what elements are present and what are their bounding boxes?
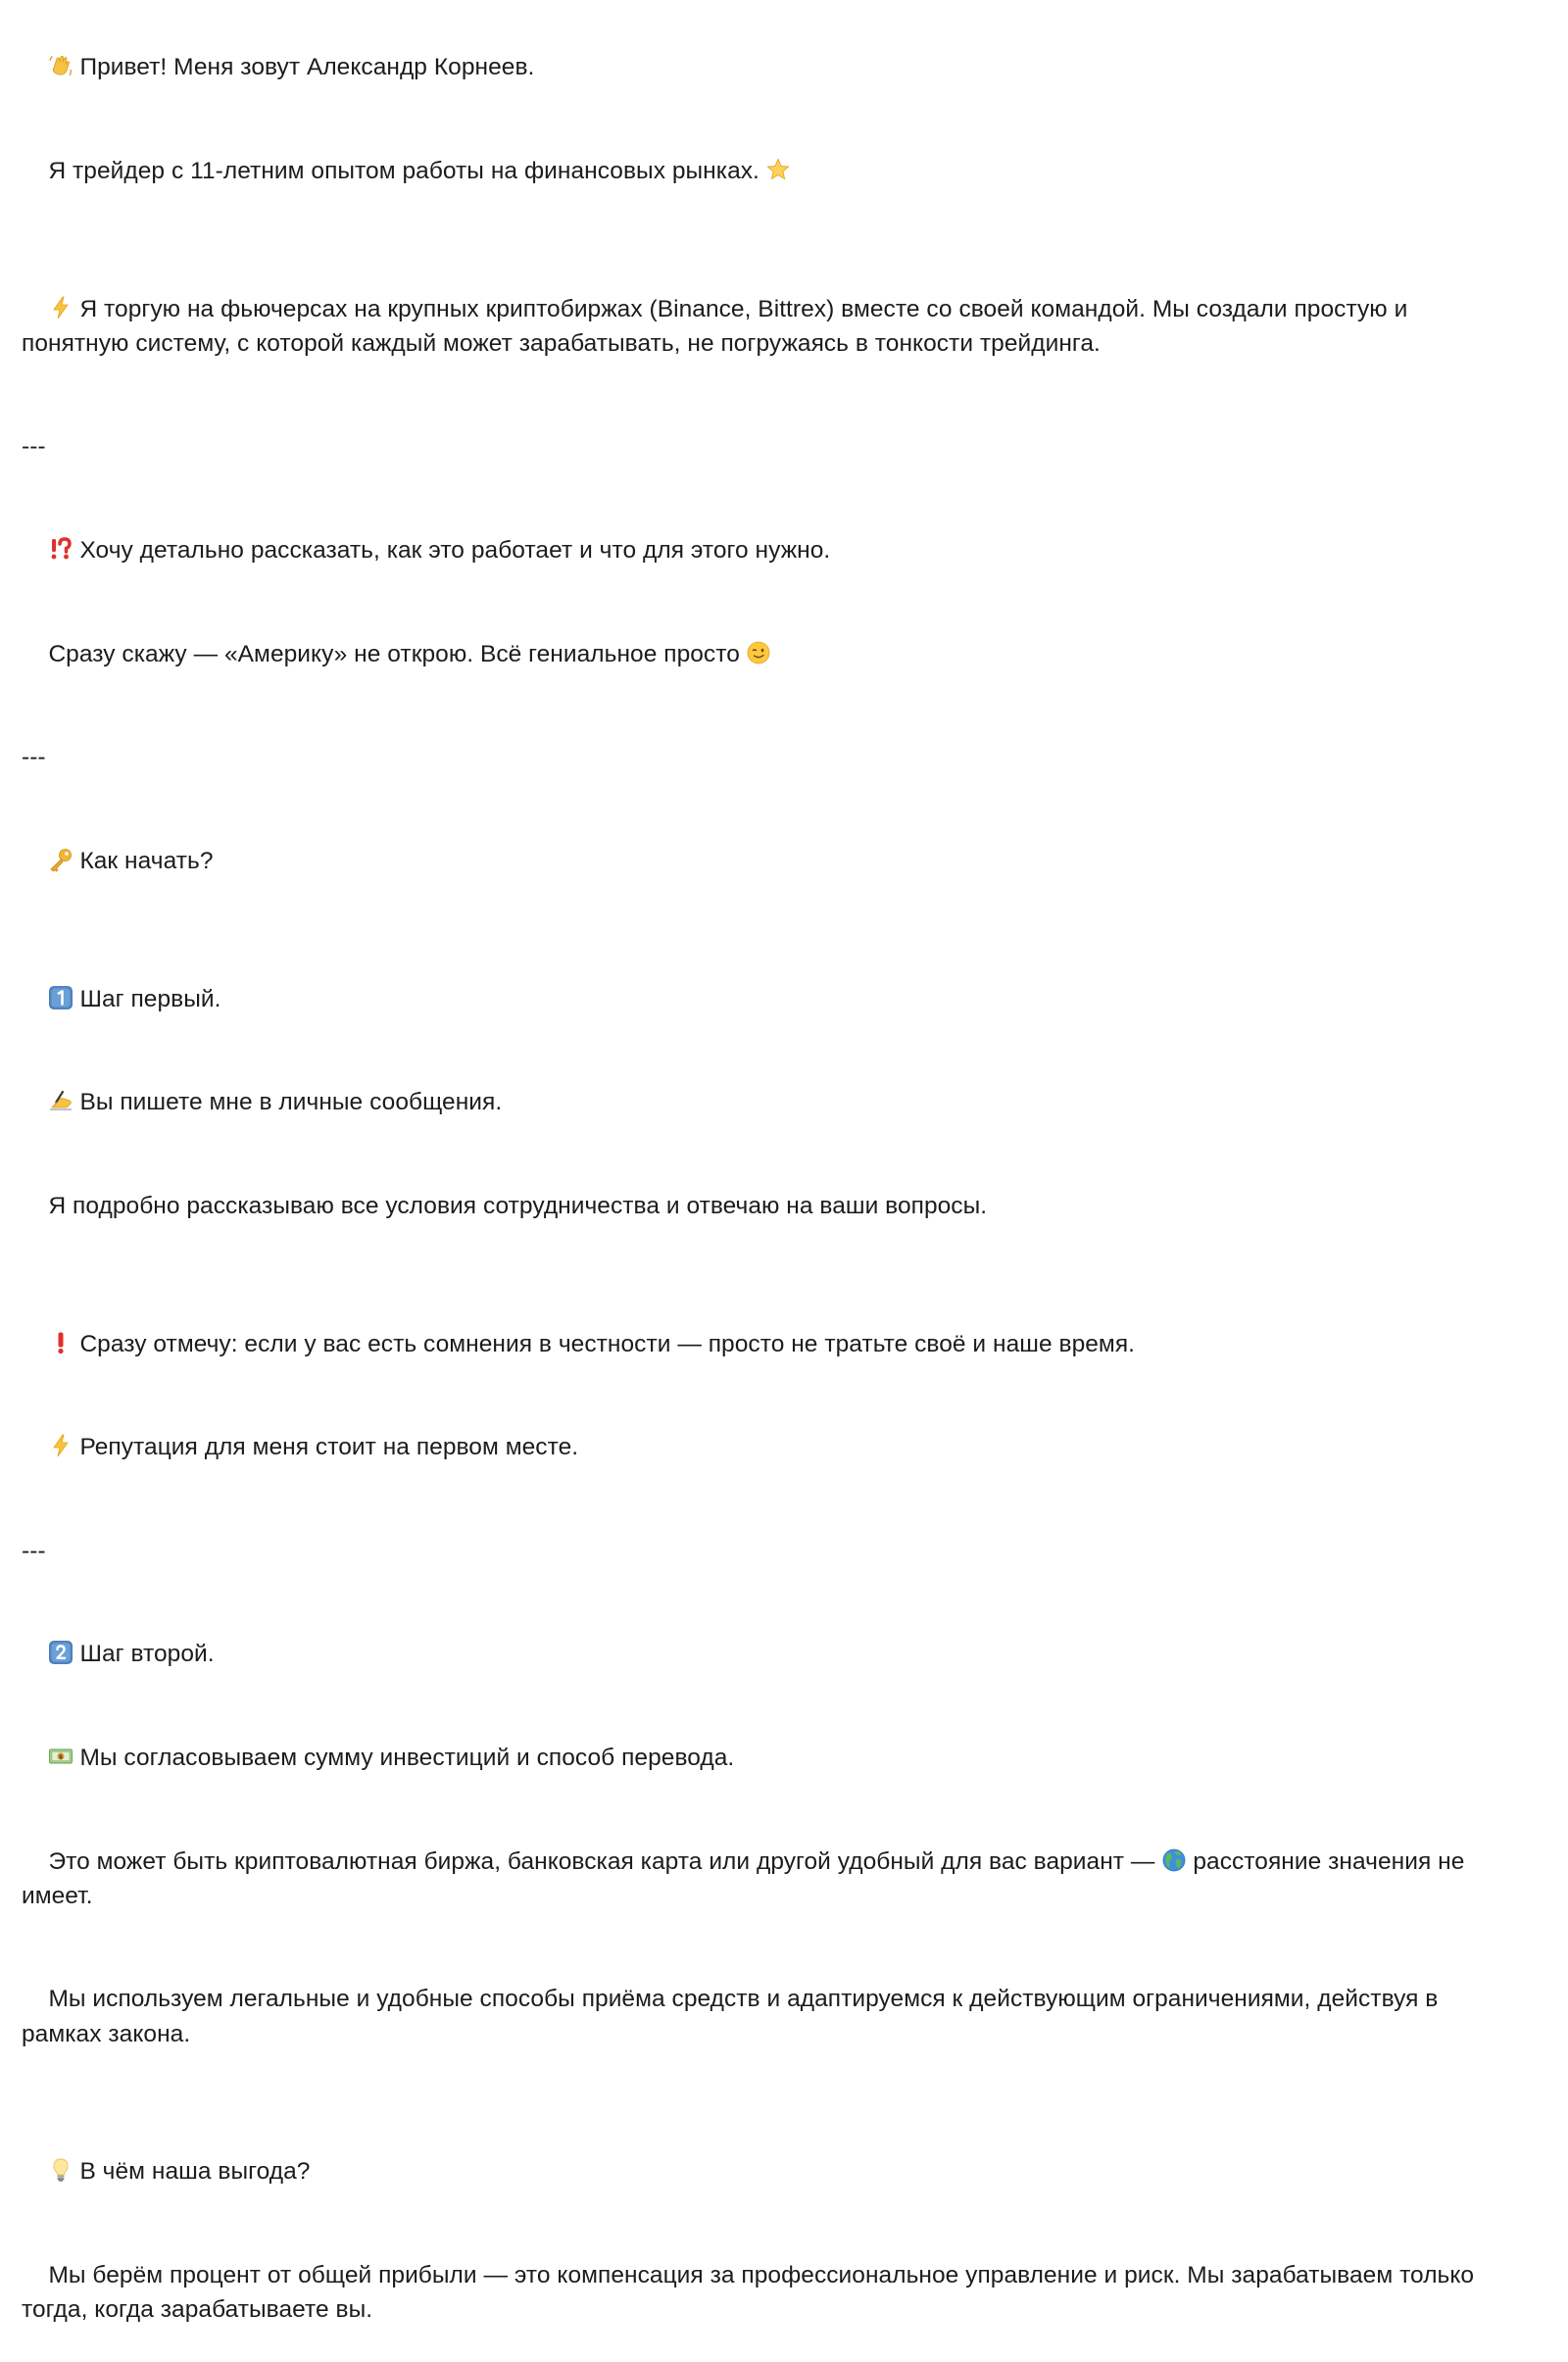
blank-line <box>22 1257 1511 1292</box>
blank-line <box>22 222 1511 257</box>
svg-text:$: $ <box>59 1752 64 1761</box>
reputation-line <box>22 1396 1511 1500</box>
step2-methods-text-a: Это может быть криптовалютная биржа, банковская карта или другой удобный для вас вариант — <box>48 1847 1155 1875</box>
separator: --- <box>22 744 46 771</box>
benefit-title-text: В чём наша выгода? <box>79 2158 311 2186</box>
step1-write-text: Вы пишете мне в личные сообщения. <box>79 1089 503 1116</box>
explain-intro-text: Хочу детально рассказать, как это работает и что для этого нужно. <box>79 537 831 564</box>
step2-amount-text: Мы согласовываем сумму инвестиций и способ перевода. <box>79 1745 735 1772</box>
reputation-text: Репутация для меня стоит на первом месте. <box>79 1434 579 1461</box>
blank-line <box>22 774 1511 809</box>
message-body <box>22 16 1511 2362</box>
blank-line <box>22 1568 1511 1602</box>
blank-line <box>22 465 1511 499</box>
light-bulb-icon <box>48 2157 74 2183</box>
blank-line <box>22 912 1511 947</box>
step2-legal-line <box>22 1947 1511 2086</box>
how-to-start-text: Как начать? <box>79 847 214 874</box>
separator: --- <box>22 1537 46 1564</box>
step2-title-text: Шаг второй. <box>79 1641 215 1668</box>
explain-note-line <box>22 602 1511 706</box>
step1-detail-text: Я подробно рассказываю все условия сотрудничества и отвечаю на ваши вопросы. <box>48 1192 988 1219</box>
dollar-banknote-icon <box>48 1744 74 1769</box>
explain-note-text: Сразу скажу — «Америку» не открою. Всё гениальное просто <box>48 640 740 667</box>
keycap-two-icon <box>48 1640 74 1665</box>
step1-detail-line <box>22 1155 1511 1258</box>
exclamation-question-icon <box>48 536 74 562</box>
experience-text: Я трейдер с 11-летним опытом работы на финансовых рынках. <box>48 157 760 184</box>
step2-title-line <box>22 1602 1511 1706</box>
benefit-title-line <box>22 2120 1511 2224</box>
globe-icon <box>1161 1847 1187 1873</box>
blank-line <box>22 1500 1511 1534</box>
step1-write-line <box>22 1051 1511 1155</box>
winking-face-icon <box>746 640 771 665</box>
high-voltage-icon <box>48 295 74 320</box>
step1-title-line <box>22 947 1511 1051</box>
how-to-start-line <box>22 810 1511 913</box>
step2-legal-text: Мы используем легальные и удобные способы приёма средств и адаптируемся к действующим ограничениями, действуя в рамках закона. <box>22 1986 1446 2047</box>
blank-line <box>22 2086 1511 2120</box>
keycap-one-icon <box>48 985 74 1010</box>
step2-amount-line <box>22 1706 1511 1810</box>
intro-line <box>22 257 1511 395</box>
high-voltage-icon <box>48 1433 74 1458</box>
blank-line <box>22 395 1511 429</box>
key-icon <box>48 847 74 872</box>
intro-text: Я торгую на фьючерсах на крупных криптобиржах (Binance, Bittrex) вместе со своей командой. Мы создали простую и понятную систему, с которой каждый может зарабатывать, не погружаясь в тонкости трейдинга. <box>22 295 1415 357</box>
step1-title-text: Шаг первый. <box>79 985 221 1012</box>
warning-line <box>22 1292 1511 1396</box>
step2-methods-line <box>22 1809 1511 1947</box>
greeting-text: Привет! Меня зовут Александр Корнеев. <box>79 54 535 81</box>
benefit-text-line <box>22 2224 1511 2362</box>
separator: --- <box>22 433 46 461</box>
writing-hand-icon <box>48 1088 74 1113</box>
explain-intro-line <box>22 499 1511 603</box>
experience-line <box>22 120 1511 223</box>
warning-text: Сразу отмечу: если у вас есть сомнения в честности — просто не тратьте своё и наше время. <box>79 1330 1135 1357</box>
step2-methods-text-b: расстояние значения не имеет. <box>22 1847 1472 1909</box>
blank-line <box>22 706 1511 740</box>
star-icon <box>765 157 791 182</box>
benefit-text: Мы берём процент от общей прибыли — это компенсация за профессиональное управление и риск. Мы зарабатываем только тогда, когда зарабатываете вы. <box>22 2262 1481 2324</box>
greeting-line <box>22 16 1511 120</box>
waving-hand-icon <box>48 53 74 78</box>
red-exclamation-icon <box>48 1330 74 1355</box>
